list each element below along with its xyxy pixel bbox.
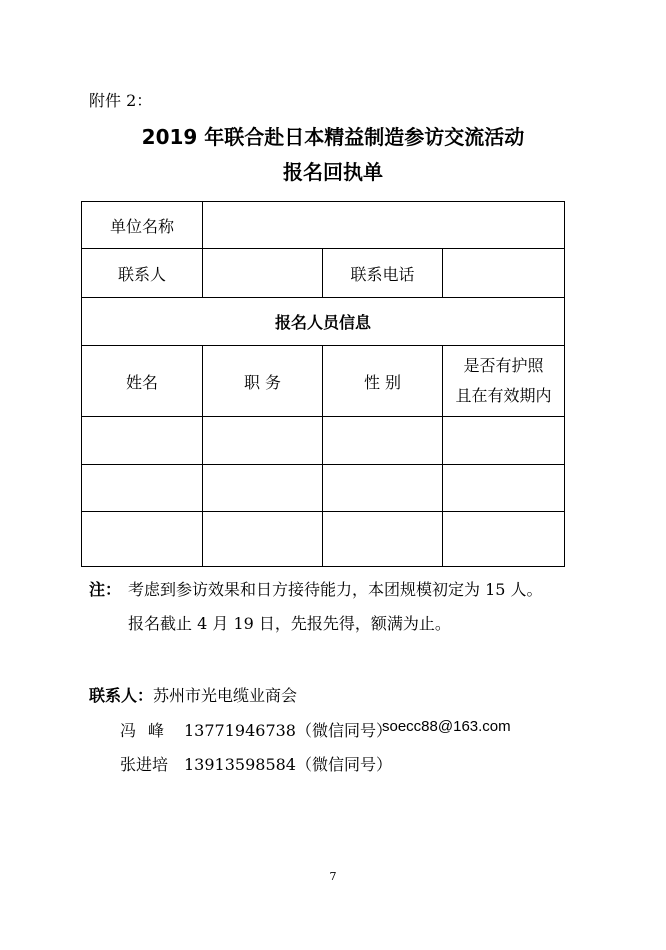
- table-cell[interactable]: [82, 465, 203, 512]
- column-header-position: 职 务: [203, 346, 323, 417]
- contact-phone-label: 联系电话: [323, 249, 443, 298]
- table-row: [82, 417, 565, 465]
- unit-name-field[interactable]: [203, 202, 565, 249]
- table-row: [82, 202, 565, 249]
- table-row: [82, 512, 565, 567]
- page-number: 7: [329, 870, 337, 883]
- table-cell[interactable]: [443, 465, 565, 512]
- column-header-name: 姓名: [82, 346, 203, 417]
- contact-2-phone: 13913598584（微信同号）: [184, 755, 392, 774]
- table-header-row: [82, 346, 565, 417]
- note-line-2: 报名截止 4 月 19 日，先报先得，额满为止。: [128, 614, 451, 633]
- contact-1-email[interactable]: soecc88@163.com: [382, 718, 511, 735]
- column-header-gender: 性 别: [323, 346, 443, 417]
- attachment-label: 附件 2：: [89, 91, 153, 110]
- table-cell[interactable]: [443, 417, 565, 465]
- contact-person-field[interactable]: [203, 249, 323, 298]
- table-cell[interactable]: [82, 417, 203, 465]
- table-cell[interactable]: [443, 512, 565, 567]
- contact-1-phone: 13771946738（微信同号）: [184, 721, 392, 740]
- table-cell[interactable]: [82, 512, 203, 567]
- note-label: 注：: [89, 580, 122, 599]
- registration-form-table: [81, 201, 565, 567]
- table-cell[interactable]: [203, 512, 323, 567]
- contacts-label: 联系人：: [89, 686, 154, 705]
- table-cell[interactable]: [323, 417, 443, 465]
- table-cell[interactable]: [323, 465, 443, 512]
- contact-1-name: 冯峰: [120, 721, 177, 740]
- contact-person-label: 联系人: [82, 249, 203, 298]
- document-title: 2019 年联合赴日本精益制造参访交流活动: [141, 125, 525, 149]
- table-row: [82, 298, 565, 346]
- table-cell[interactable]: [323, 512, 443, 567]
- table-cell[interactable]: [203, 417, 323, 465]
- column-header-passport: 是否有护照 且在有效期内: [443, 346, 565, 417]
- section-header: 报名人员信息: [82, 298, 565, 346]
- note-line-1: 考虑到参访效果和日方接待能力，本团规模初定为 15 人。: [128, 580, 543, 599]
- unit-name-label: 单位名称: [82, 202, 203, 249]
- table-row: [82, 249, 565, 298]
- contact-2-name: 张进培: [120, 755, 169, 774]
- contact-phone-field[interactable]: [443, 249, 565, 298]
- table-row: [82, 465, 565, 512]
- contacts-organization: 苏州市光电缆业商会: [153, 686, 298, 705]
- table-cell[interactable]: [203, 465, 323, 512]
- document-subtitle: 报名回执单: [283, 160, 383, 184]
